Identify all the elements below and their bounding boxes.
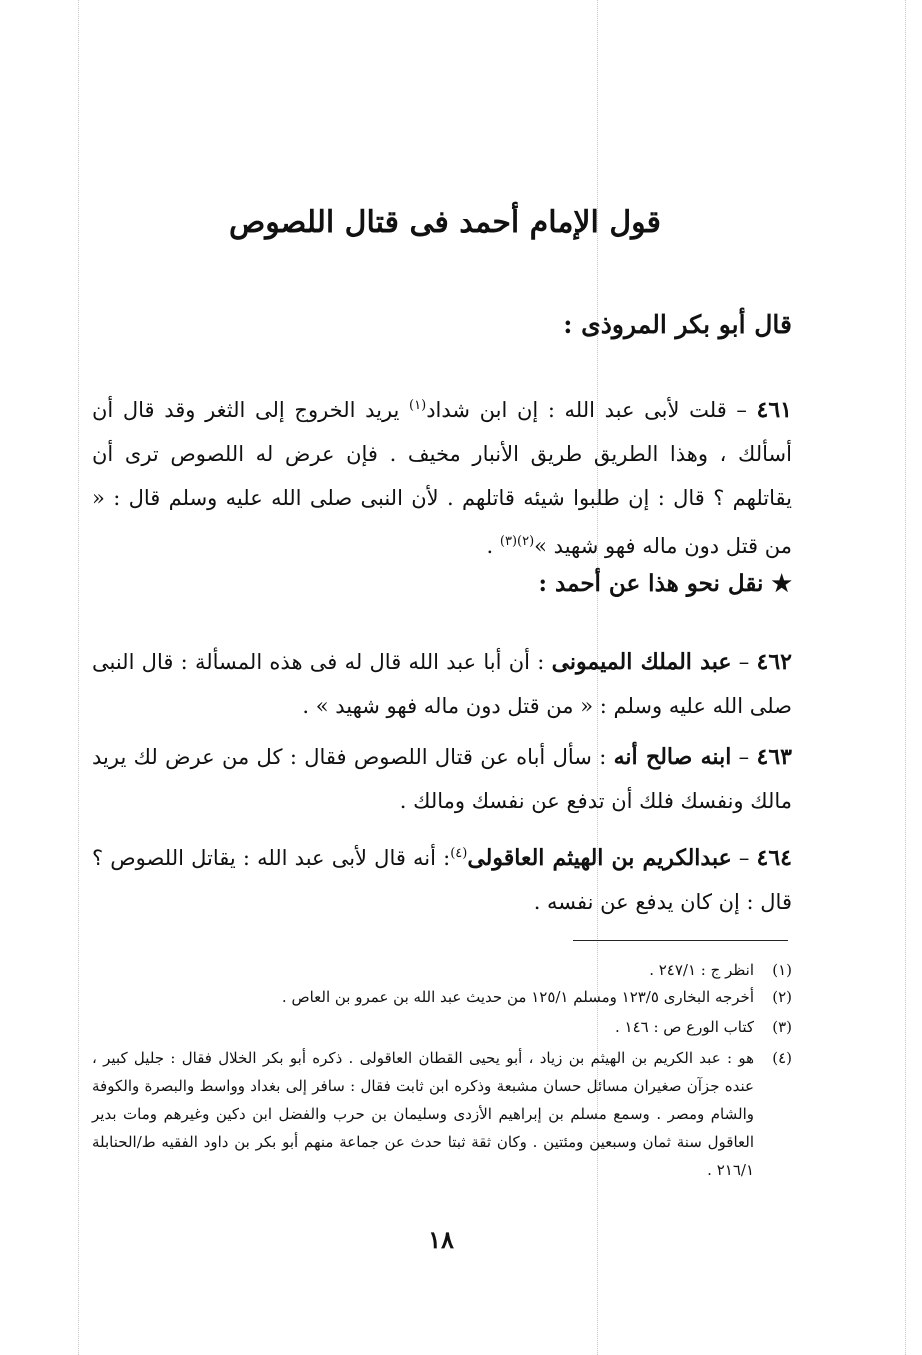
footnote-number: (٣) xyxy=(772,1018,792,1036)
footnote xyxy=(92,958,792,983)
footnote-separator xyxy=(573,940,788,941)
scan-guide-line xyxy=(78,0,79,1355)
footnote-number: (١) xyxy=(772,961,792,979)
entry-number: ٤٦١ xyxy=(756,397,792,423)
page-number: ١٨ xyxy=(428,1225,454,1254)
narrator-name: عبد الملك الميمونى xyxy=(551,649,732,675)
footnote-ref: (١) xyxy=(409,398,427,413)
narrator-name: عبدالكريم بن الهيثم العاقولى xyxy=(467,845,732,871)
narrator-name: ابنه صالح أنه xyxy=(613,744,732,770)
footnote xyxy=(92,985,792,1010)
footnote-text: كتاب الورع ص : ١٤٦ . xyxy=(614,1018,754,1036)
footnote-text: انظر ج : ٢٤٧/١ . xyxy=(649,961,754,979)
footnote-text: أخرجه البخارى ١٢٣/٥ ومسلم ١٢٥/١ من حديث عبد الله بن عمرو بن العاص . xyxy=(281,988,754,1006)
footnote xyxy=(92,1044,792,1184)
subsection-heading: ★ نقل نحو هذا عن أحمد : xyxy=(538,570,792,597)
section-intro: قال أبو بكر المروذى : xyxy=(563,310,792,339)
entry-text: – قلت لأبى عبد الله : إن ابن شداد xyxy=(426,398,747,422)
entry-text: : أنه قال لأبى عبد الله : يقاتل اللصوص ؟ قال : إن كان يدفع عن نفسه . xyxy=(92,846,792,914)
scan-guide-line xyxy=(905,0,906,1355)
footnote-number: (٢) xyxy=(772,988,792,1006)
footnote xyxy=(92,1015,792,1040)
entry-461 xyxy=(92,384,792,568)
entry-dash: – xyxy=(731,650,757,674)
entry-464 xyxy=(92,832,792,924)
entry-dash: – xyxy=(731,846,757,870)
entry-462 xyxy=(92,640,792,728)
entry-text: : سأل أباه عن قتال اللصوص فقال : كل من عرض لك يريد مالك ونفسك فلك أن تدفع عن نفسك ومالك . xyxy=(92,745,792,813)
entry-number: ٤٦٣ xyxy=(756,744,792,770)
footnote-ref: (٢)(٣) xyxy=(499,534,535,549)
entry-number: ٤٦٢ xyxy=(756,649,792,675)
footnote-text: هو : عبد الكريم بن الهيثم بن زياد ، أبو يحيى القطان العاقولى . ذكره أبو بكر الخلال فقال : جليل كبير ، عنده جزآن صغيران مسائل حسان مشبعة وذكره ابن ثابت فقال : سافر إلى بغداد وواسط والبصرة والكوفة والشام ومصر . وسمع مسلم بن إبراهيم الأزدى وسليمان بن حرب والفضل ابن دكين وغيرهم ومات بدير العاقول سنة ثمان وسبعين ومئتين . وكان ثقة ثبتا حدث عن جماعة منهم أبو بكر بن داود الفقيه ط/الحنابلة ٢١٦/١ . xyxy=(92,1049,754,1179)
entry-text: . xyxy=(486,534,500,558)
entry-text: : أن أبا عبد الله قال له فى هذه المسألة : قال النبى صلى الله عليه وسلم : « من قتل دون ماله فهو شهيد » . xyxy=(92,650,792,718)
entry-463 xyxy=(92,735,792,823)
footnote-ref: (٤) xyxy=(450,846,468,861)
footnote-number: (٤) xyxy=(772,1049,792,1067)
entry-dash: – xyxy=(731,745,757,769)
entry-number: ٤٦٤ xyxy=(756,845,792,871)
page-title: قول الإمام أحمد فى قتال اللصوص xyxy=(229,205,661,240)
entry-text: يريد الخروج إلى الثغر وقد قال أن أسألك ، وهذا الطريق طريق الأنبار مخيف . فإن عرض له اللصوص ترى أن يقاتلهم ؟ قال : إن طلبوا شيئه قاتلهم . لأن النبى صلى الله عليه وسلم قال : « من قتل دون ماله فهو شهيد » xyxy=(92,398,792,558)
